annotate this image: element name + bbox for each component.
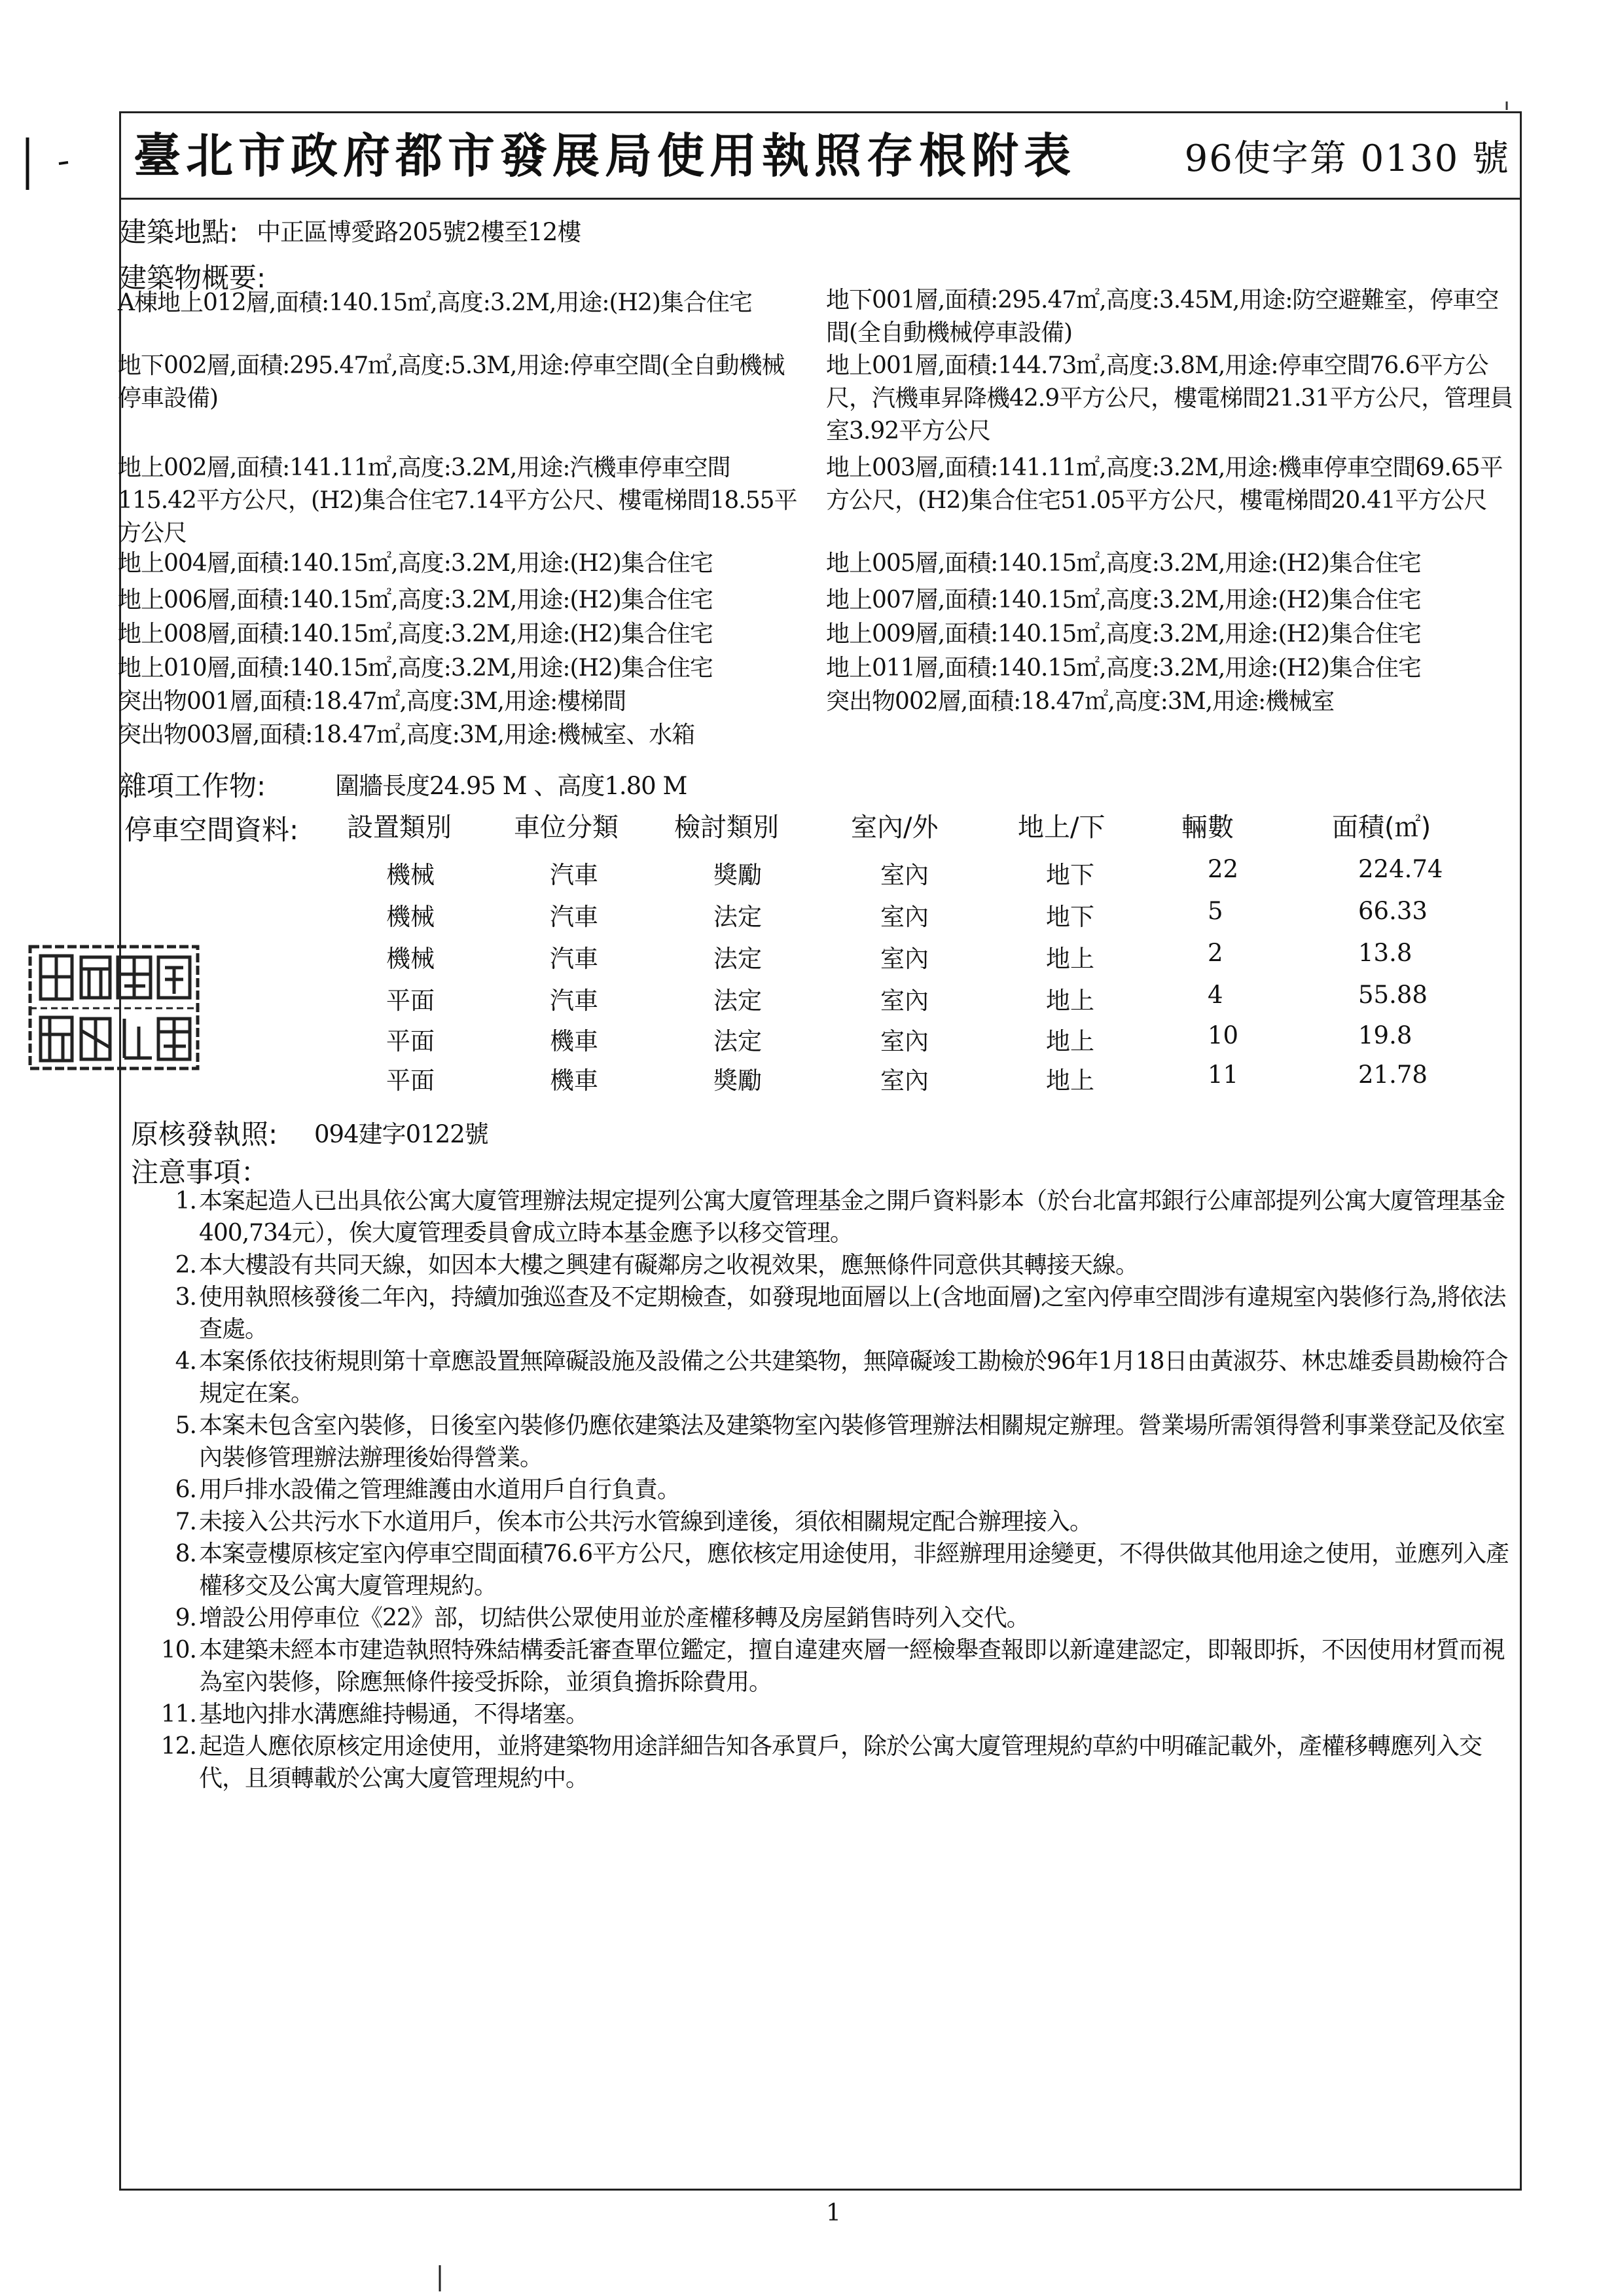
list-item [147, 1538, 1515, 1602]
misc-works-value: 圍牆長度24.95 M 、高度1.80 M [335, 772, 687, 800]
floor-item: 地上001層,面積:144.73㎡,高度:3.8M,用途:停車空間76.6平方公尺，汽機車昇降機42.9平方公尺，樓電梯間21.31平方公尺，管理員室3.92平方公尺 [826, 352, 1513, 445]
floor-item: 地上004層,面積:140.15㎡,高度:3.2M,用途:(H2)集合住宅 [118, 550, 713, 577]
note-number: 5. [175, 1412, 196, 1439]
parking-cell: 獎勵 [713, 861, 762, 889]
floor-item: 地上003層,面積:141.11㎡,高度:3.2M,用途:機車停車空間69.65平方公尺，(H2)集合住宅51.05平方公尺，樓電梯間20.41平方公尺 [826, 454, 1503, 514]
parking-cell: 汽車 [550, 987, 598, 1015]
floor-item: 地上005層,面積:140.15㎡,高度:3.2M,用途:(H2)集合住宅 [826, 550, 1421, 577]
parking-header: 輛數 [1181, 812, 1234, 843]
parking-cell: 室內 [880, 945, 929, 973]
note-text: 本案未包含室內裝修，日後室內裝修仍應依建築法及建築物室內裝修管理辦法相關規定辦理。營業場所需領得營利事業登記及依室內裝修管理辦法辦理後始得營業。 [199, 1412, 1505, 1471]
parking-cell: 法定 [713, 987, 762, 1015]
list-item [147, 1281, 1515, 1345]
parking-cell: 10 [1208, 1021, 1239, 1049]
list-item [147, 1730, 1515, 1795]
parking-cell: 法定 [713, 945, 762, 973]
original-permit-value: 094建字0122號 [314, 1120, 488, 1148]
parking-cell: 獎勵 [713, 1066, 762, 1095]
parking-cell: 地上 [1046, 987, 1094, 1015]
list-item [147, 1345, 1515, 1410]
permit-number: 96使字第 0130 號 [1184, 137, 1510, 180]
note-text: 用戶排水設備之管理維護由水道用戶自行負責。 [199, 1476, 681, 1503]
floor-item: 地下001層,面積:295.47㎡,高度:3.45M,用途:防空避難室，停車空間(全自動機械停車設備) [826, 287, 1499, 346]
parking-cell: 5 [1208, 897, 1223, 925]
parking-cell: 地下 [1046, 903, 1094, 931]
parking-cell: 機械 [386, 861, 435, 889]
page-number: 1 [826, 2200, 841, 2227]
parking-cell: 平面 [386, 1066, 435, 1095]
parking-header: 設置類別 [347, 812, 452, 843]
note-text: 本案係依技術規則第十章應設置無障礙設施及設備之公共建築物，無障礙竣工勘檢於96年1月18日由黃淑芬、林忠雄委員勘檢符合規定在案。 [199, 1348, 1508, 1407]
parking-cell: 汽車 [550, 861, 598, 889]
parking-cell: 機械 [386, 903, 435, 931]
official-seal-stamp [26, 943, 203, 1074]
floor-item: 突出物001層,面積:18.47㎡,高度:3M,用途:樓梯間 [118, 688, 626, 715]
floor-item: 突出物002層,面積:18.47㎡,高度:3M,用途:機械室 [826, 688, 1335, 715]
parking-cell: 66.33 [1358, 897, 1428, 925]
parking-header: 車位分類 [514, 812, 619, 843]
note-text: 增設公用停車位《22》部，切結供公眾使用並於產權移轉及房屋銷售時列入交代。 [199, 1605, 1030, 1631]
note-number: 7. [175, 1508, 196, 1535]
note-number: 3. [175, 1284, 196, 1311]
floor-item: 地上006層,面積:140.15㎡,高度:3.2M,用途:(H2)集合住宅 [118, 587, 713, 613]
parking-cell: 室內 [880, 861, 929, 889]
floor-item: 地上007層,面積:140.15㎡,高度:3.2M,用途:(H2)集合住宅 [826, 587, 1421, 613]
note-text: 起造人應依原核定用途使用，並將建築物用途詳細告知各承買戶，除於公寓大廈管理規約草約中明確記載外，產權移轉應列入交代，且須轉載於公寓大廈管理規約中。 [199, 1733, 1483, 1792]
note-number: 12. [160, 1733, 196, 1760]
floor-item: 地上008層,面積:140.15㎡,高度:3.2M,用途:(H2)集合住宅 [118, 621, 713, 647]
list-item [147, 1698, 1515, 1730]
floor-item: 地上011層,面積:140.15㎡,高度:3.2M,用途:(H2)集合住宅 [826, 655, 1421, 682]
note-number: 2. [175, 1252, 196, 1279]
parking-cell: 室內 [880, 903, 929, 931]
title-bar [119, 111, 1522, 200]
parking-cell: 法定 [713, 903, 762, 931]
document-title: 臺北市政府都市發展局使用執照存根附表 [134, 128, 1077, 183]
note-text: 未接入公共污水下水道用戶，俟本市公共污水管線到達後，須依相關規定配合辦理接入。 [199, 1508, 1093, 1535]
parking-cell: 平面 [386, 1027, 435, 1055]
misc-works-label: 雜項工作物: [119, 770, 266, 802]
list-item [147, 1410, 1515, 1474]
parking-cell: 汽車 [550, 945, 598, 973]
parking-cell: 2 [1208, 939, 1223, 967]
list-item [147, 1474, 1515, 1506]
floor-item: 地上009層,面積:140.15㎡,高度:3.2M,用途:(H2)集合住宅 [826, 621, 1421, 647]
parking-label: 停車空間資料: [124, 814, 299, 846]
original-permit-label: 原核發執照: [131, 1118, 278, 1150]
notes-label: 注意事項： [131, 1156, 269, 1188]
parking-cell: 55.88 [1358, 981, 1428, 1009]
parking-cell: 機械 [386, 945, 435, 973]
parking-cell: 19.8 [1358, 1021, 1412, 1049]
parking-cell: 機車 [550, 1027, 598, 1055]
floor-item: A棟地上012層,面積:140.15㎡,高度:3.2M,用途:(H2)集合住宅 [118, 289, 752, 316]
note-text: 本案起造人已出具依公寓大廈管理辦法規定提列公寓大廈管理基金之開戶資料影本（於台北富邦銀行公庫部提列公寓大廈管理基金400,734元），俟大廈管理委員會成立時本基金應予以移交管理。 [199, 1188, 1505, 1247]
parking-cell: 法定 [713, 1027, 762, 1055]
site-label: 建築地點: [119, 216, 239, 248]
note-number: 1. [175, 1188, 196, 1214]
note-number: 4. [175, 1348, 196, 1375]
note-text: 本建築未經本市建造執照特殊結構委託審查單位鑑定，擅自違建夾層一經檢舉查報即以新違建認定，即報即拆，不因使用材質而視為室內裝修，除應無條件接受拆除，並須負擔拆除費用。 [199, 1637, 1505, 1696]
note-text: 本大樓設有共同天線，如因本大樓之興建有礙鄰房之收視效果，應無條件同意供其轉接天線。 [199, 1252, 1139, 1279]
parking-cell: 地上 [1046, 1066, 1094, 1095]
parking-cell: 11 [1208, 1061, 1239, 1089]
note-number: 6. [175, 1476, 196, 1503]
parking-cell: 13.8 [1358, 939, 1412, 967]
parking-cell: 地上 [1046, 945, 1094, 973]
note-number: 10. [160, 1637, 196, 1664]
note-text: 使用執照核發後二年內，持續加強巡查及不定期檢查，如發現地面層以上(含地面層)之室內停車空間涉有違規室內裝修行為,將依法查處。 [199, 1284, 1506, 1343]
floor-item: 地上010層,面積:140.15㎡,高度:3.2M,用途:(H2)集合住宅 [118, 655, 713, 682]
parking-cell: 汽車 [550, 903, 598, 931]
note-number: 9. [175, 1605, 196, 1631]
list-item [147, 1602, 1515, 1634]
parking-cell: 22 [1208, 855, 1239, 883]
parking-cell: 地上 [1046, 1027, 1094, 1055]
floor-item: 地上002層,面積:141.11㎡,高度:3.2M,用途:汽機車停車空間115.42平方公尺，(H2)集合住宅7.14平方公尺、樓電梯間18.55平方公尺 [118, 454, 797, 547]
parking-cell: 室內 [880, 987, 929, 1015]
note-text: 本案壹樓原核定室內停車空間面積76.6平方公尺，應依核定用途使用，非經辦理用途變更，不得供做其他用途之使用，並應列入產權移交及公寓大廈管理規約。 [199, 1540, 1509, 1599]
list-item [147, 1634, 1515, 1698]
parking-cell: 224.74 [1358, 855, 1443, 883]
parking-cell: 平面 [386, 987, 435, 1015]
list-item [147, 1506, 1515, 1538]
parking-header: 室內/外 [851, 812, 939, 843]
note-text: 基地內排水溝應維持暢通，不得堵塞。 [199, 1701, 589, 1728]
parking-cell: 21.78 [1358, 1061, 1428, 1089]
floor-item: 地下002層,面積:295.47㎡,高度:5.3M,用途:停車空間(全自動機械停車設備) [118, 352, 785, 412]
site-value: 中正區博愛路205號2樓至12樓 [257, 218, 581, 246]
floor-item: 突出物003層,面積:18.47㎡,高度:3M,用途:機械室、水箱 [118, 721, 695, 748]
list-item [147, 1185, 1515, 1249]
parking-cell: 室內 [880, 1066, 929, 1095]
parking-cell: 室內 [880, 1027, 929, 1055]
parking-header: 地上/下 [1018, 812, 1106, 843]
parking-cell: 地下 [1046, 861, 1094, 889]
note-number: 8. [175, 1540, 196, 1567]
list-item [147, 1249, 1515, 1281]
note-number: 11. [160, 1701, 196, 1728]
overview-label: 建築物概要: [119, 262, 266, 294]
parking-header: 面積(㎡) [1332, 812, 1431, 843]
parking-cell: 4 [1208, 981, 1223, 1009]
notes-list [147, 1185, 1515, 1795]
parking-header: 檢討類別 [674, 812, 779, 843]
parking-cell: 機車 [550, 1066, 598, 1095]
